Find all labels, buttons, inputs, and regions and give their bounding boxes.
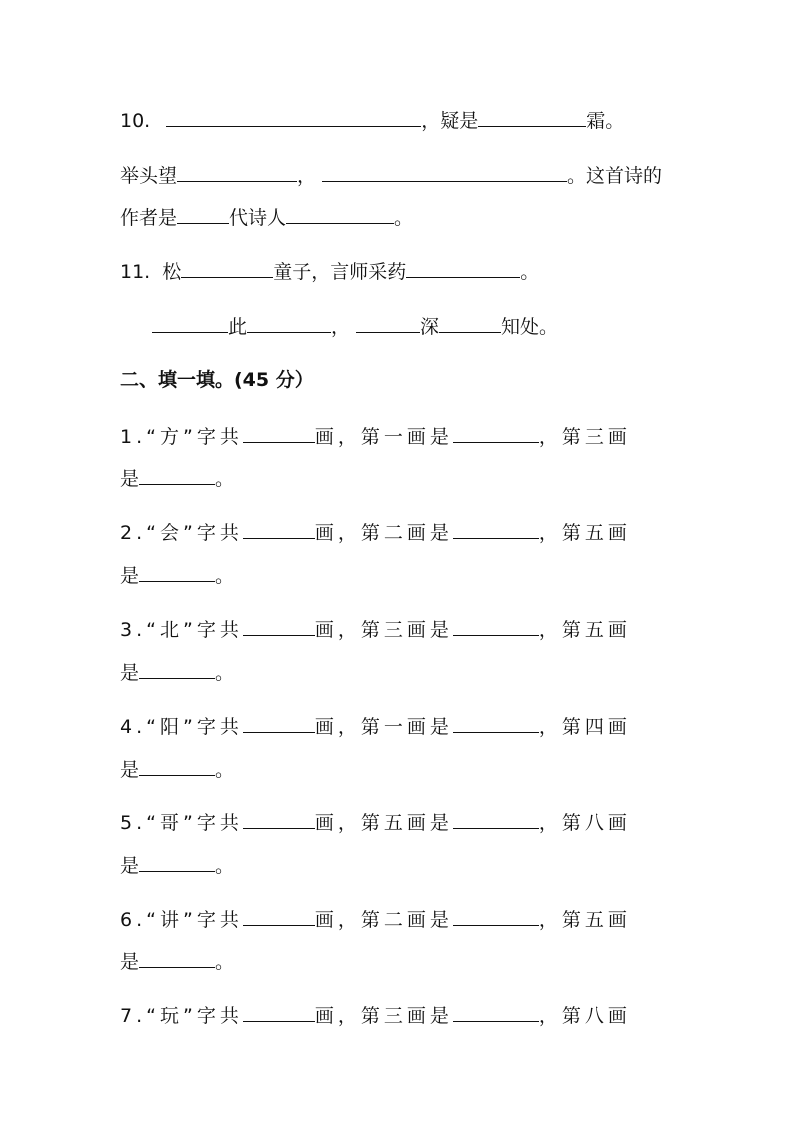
item-6-end: 。 <box>215 951 235 973</box>
q10-blank-1[interactable] <box>166 104 421 127</box>
q10c-blank-1[interactable] <box>177 201 229 224</box>
q11-text-1: 松 <box>162 261 182 283</box>
q10-line3 <box>120 201 413 229</box>
item-5-tail: ，第八画 <box>538 812 631 834</box>
item-3-line2 <box>120 656 234 684</box>
item-1-blank-stroke-b[interactable] <box>139 462 215 485</box>
q11b-text-3: 深 <box>420 316 440 338</box>
q11b-blank-4[interactable] <box>439 310 501 333</box>
item-4-tail: ，第四画 <box>538 716 631 738</box>
item-6-prefix: 6.“讲”字共 <box>120 909 243 931</box>
q10c-text-1: 作者是 <box>120 207 178 229</box>
item-4-end: 。 <box>215 759 235 781</box>
q11b-text-1: 此 <box>228 316 248 338</box>
item-7-blank-strokes[interactable] <box>243 999 315 1022</box>
item-1-tail: ，第三画 <box>538 426 631 448</box>
q11-blank-2[interactable] <box>406 255 520 278</box>
item-3-blank-stroke-b[interactable] <box>139 656 215 679</box>
item-3-blank-strokes[interactable] <box>243 613 315 636</box>
item-2-blank-strokes[interactable] <box>243 516 315 539</box>
item-4-blank-strokes[interactable] <box>243 710 315 733</box>
item-4-mid: 画，第一画是 <box>314 716 453 738</box>
item-1-end: 。 <box>215 468 235 490</box>
q10b-text-3: 。这首诗的 <box>567 165 663 187</box>
item-6-tail: ，第五画 <box>538 909 631 931</box>
item-6-cont: 是 <box>120 951 140 973</box>
item-7-prefix: 7.“玩”字共 <box>120 1005 243 1027</box>
item-1-prefix: 1.“方”字共 <box>120 426 243 448</box>
item-2-blank-stroke-b[interactable] <box>139 559 215 582</box>
item-1-cont: 是 <box>120 468 140 490</box>
q11-text-2: 童子，言师采药 <box>273 261 407 283</box>
item-5-prefix: 5.“哥”字共 <box>120 812 243 834</box>
item-2-prefix: 2.“会”字共 <box>120 522 243 544</box>
q10b-blank-2[interactable] <box>322 159 567 182</box>
q10-line1 <box>120 104 624 132</box>
q11-text-3: 。 <box>520 261 540 283</box>
item-3-mid: 画，第三画是 <box>314 619 453 641</box>
item-5-blank-strokes[interactable] <box>243 806 315 829</box>
item-5-blank-stroke-a[interactable] <box>453 806 539 829</box>
item-7-line1 <box>120 999 631 1027</box>
item-7-mid: 画，第三画是 <box>314 1005 453 1027</box>
item-6-line1 <box>120 903 631 931</box>
item-2-cont: 是 <box>120 565 140 587</box>
item-6-blank-strokes[interactable] <box>243 903 315 926</box>
item-5-end: 。 <box>215 855 235 877</box>
item-5-mid: 画，第五画是 <box>314 812 453 834</box>
item-3-tail: ，第五画 <box>538 619 631 641</box>
q11-blank-1[interactable] <box>181 255 273 278</box>
item-4-line2 <box>120 753 234 781</box>
item-4-prefix: 4.“阳”字共 <box>120 716 243 738</box>
q10c-blank-2[interactable] <box>286 201 394 224</box>
q10-number: 10. <box>120 110 151 132</box>
item-5-line2 <box>120 849 234 877</box>
q10b-text-1: 举头望 <box>120 165 178 187</box>
item-2-line1 <box>120 516 631 544</box>
q10-line2 <box>120 159 662 187</box>
item-4-blank-stroke-a[interactable] <box>453 710 539 733</box>
q10-text-1: ，疑是 <box>421 110 479 132</box>
item-6-blank-stroke-a[interactable] <box>453 903 539 926</box>
q10b-text-2: ， <box>297 165 317 187</box>
item-3-blank-stroke-a[interactable] <box>453 613 539 636</box>
q11-line1 <box>120 255 539 283</box>
q11b-text-2: ， <box>331 316 351 338</box>
q10-blank-2[interactable] <box>478 104 586 127</box>
item-6-line2 <box>120 945 234 973</box>
q11b-blank-1[interactable] <box>152 310 228 333</box>
item-2-mid: 画，第二画是 <box>314 522 453 544</box>
q11b-blank-2[interactable] <box>247 310 331 333</box>
q10-text-2: 霜。 <box>586 110 625 132</box>
item-7-tail: ，第八画 <box>538 1005 631 1027</box>
item-2-end: 。 <box>215 565 235 587</box>
item-1-blank-stroke-a[interactable] <box>453 420 539 443</box>
q10c-text-3: 。 <box>394 207 414 229</box>
item-1-mid: 画，第一画是 <box>314 426 453 448</box>
item-1-blank-strokes[interactable] <box>243 420 315 443</box>
section-title: 二、填一填。(45 分） <box>120 369 314 391</box>
item-4-line1 <box>120 710 631 738</box>
item-6-blank-stroke-b[interactable] <box>139 945 215 968</box>
item-2-tail: ，第五画 <box>538 522 631 544</box>
item-3-line1 <box>120 613 631 641</box>
q10b-blank-1[interactable] <box>177 159 297 182</box>
item-2-blank-stroke-a[interactable] <box>453 516 539 539</box>
item-1-line2 <box>120 462 234 490</box>
q11-number: 11. <box>120 261 151 283</box>
item-4-cont: 是 <box>120 759 140 781</box>
item-4-blank-stroke-b[interactable] <box>139 753 215 776</box>
item-3-prefix: 3.“北”字共 <box>120 619 243 641</box>
item-2-line2 <box>120 559 234 587</box>
item-5-blank-stroke-b[interactable] <box>139 849 215 872</box>
item-7-blank-stroke-a[interactable] <box>453 999 539 1022</box>
item-3-end: 。 <box>215 662 235 684</box>
q11b-blank-3[interactable] <box>356 310 420 333</box>
q11b-text-4: 知处。 <box>501 316 559 338</box>
item-5-line1 <box>120 806 631 834</box>
item-5-cont: 是 <box>120 855 140 877</box>
item-3-cont: 是 <box>120 662 140 684</box>
q11-line2 <box>152 310 558 338</box>
q10c-text-2: 代诗人 <box>229 207 287 229</box>
item-6-mid: 画，第二画是 <box>314 909 453 931</box>
item-1-line1 <box>120 420 631 448</box>
